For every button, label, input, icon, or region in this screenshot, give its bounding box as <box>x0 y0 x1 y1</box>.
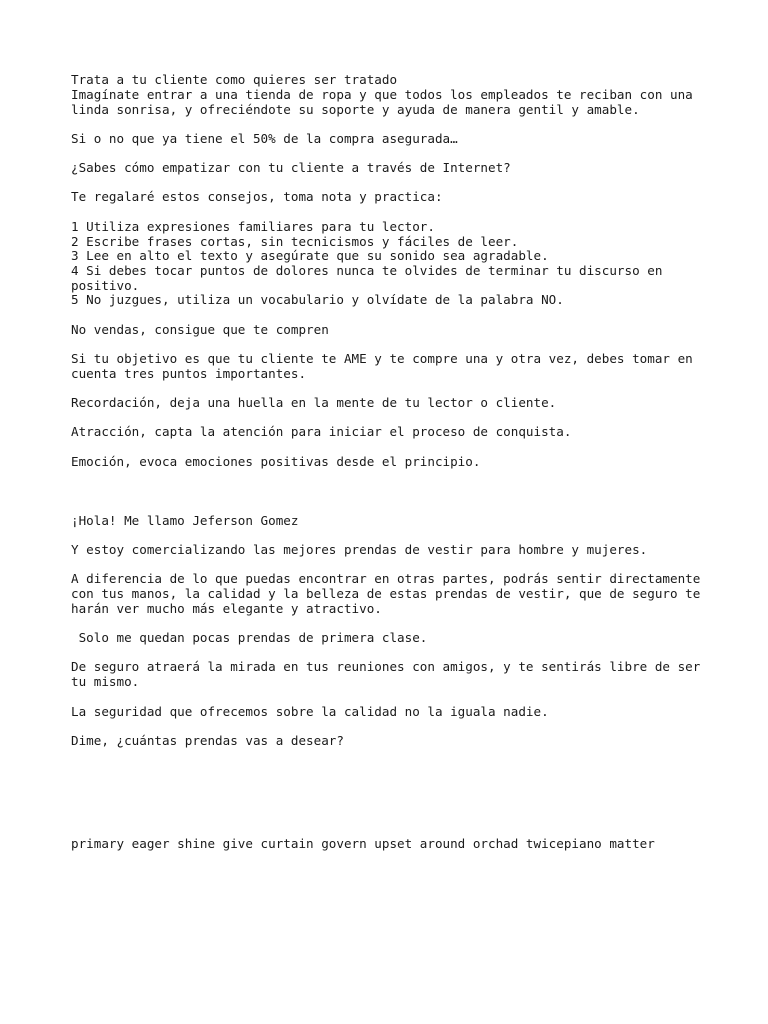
tip-item: 2 Escribe frases cortas, sin tecnicismos y fáciles de leer. <box>71 234 519 249</box>
paragraph-consejos: Te regalaré estos consejos, toma nota y practica: <box>71 189 443 204</box>
intro-paragraph-line-2: linda sonrisa, y ofreciéndote su soporte y ayuda de manera gentil y amable. <box>71 102 640 117</box>
paragraph-atraera-line-1: De seguro atraerá la mirada en tus reuniones con amigos, y te sentirás libre de ser <box>71 659 701 674</box>
tip-item: 4 Si debes tocar puntos de dolores nunca te olvides de terminar tu discurso en <box>71 263 663 278</box>
tip-item: 3 Lee en alto el texto y asegúrate que su sonido sea agradable. <box>71 248 549 263</box>
paragraph-diferencia-line-3: harán ver mucho más elegante y atractivo. <box>71 601 382 616</box>
paragraph-atraera-line-2: tu mismo. <box>71 674 140 689</box>
paragraph-emocion: Emoción, evoca emociones positivas desde el principio. <box>71 454 481 469</box>
paragraph-atraccion: Atracción, capta la atención para iniciar el proceso de conquista. <box>71 424 572 439</box>
intro-paragraph-line-1: Imagínate entrar a una tienda de ropa y que todos los empleados te reciban con una <box>71 87 693 102</box>
paragraph-recordacion: Recordación, deja una huella en la mente de tu lector o cliente. <box>71 395 557 410</box>
paragraph-diferencia-line-1: A diferencia de lo que puedas encontrar en otras partes, podrás sentir directamente <box>71 571 701 586</box>
intro-title: Trata a tu cliente como quieres ser tratado <box>71 72 398 87</box>
paragraph-hola: ¡Hola! Me llamo Jeferson Gomez <box>71 513 299 528</box>
tip-item: 5 No juzgues, utiliza un vocabulario y olvídate de la palabra NO. <box>71 292 564 307</box>
paragraph-word-list: primary eager shine give curtain govern upset around orchad twicepiano matter <box>71 836 655 851</box>
paragraph-empatizar: ¿Sabes cómo empatizar con tu cliente a través de Internet? <box>71 160 511 175</box>
paragraph-objetivo-line-1: Si tu objetivo es que tu cliente te AME y te compre una y otra vez, debes tomar en <box>71 351 693 366</box>
paragraph-dime: Dime, ¿cuántas prendas vas a desear? <box>71 733 344 748</box>
paragraph-objetivo-line-2: cuenta tres puntos importantes. <box>71 366 307 381</box>
paragraph-comercializando: Y estoy comercializando las mejores prendas de vestir para hombre y mujeres. <box>71 542 648 557</box>
paragraph-diferencia-line-2: con tus manos, la calidad y la belleza de estas prendas de vestir, que de seguro te <box>71 586 701 601</box>
tip-item: positivo. <box>71 278 140 293</box>
tip-item: 1 Utiliza expresiones familiares para tu lector. <box>71 219 435 234</box>
paragraph-seguridad: La seguridad que ofrecemos sobre la calidad no la iguala nadie. <box>71 704 549 719</box>
paragraph-quedan: Solo me quedan pocas prendas de primera clase. <box>71 630 428 645</box>
paragraph-no-vendas: No vendas, consigue que te compren <box>71 322 329 337</box>
paragraph-compra: Si o no que ya tiene el 50% de la compra asegurada… <box>71 131 458 146</box>
